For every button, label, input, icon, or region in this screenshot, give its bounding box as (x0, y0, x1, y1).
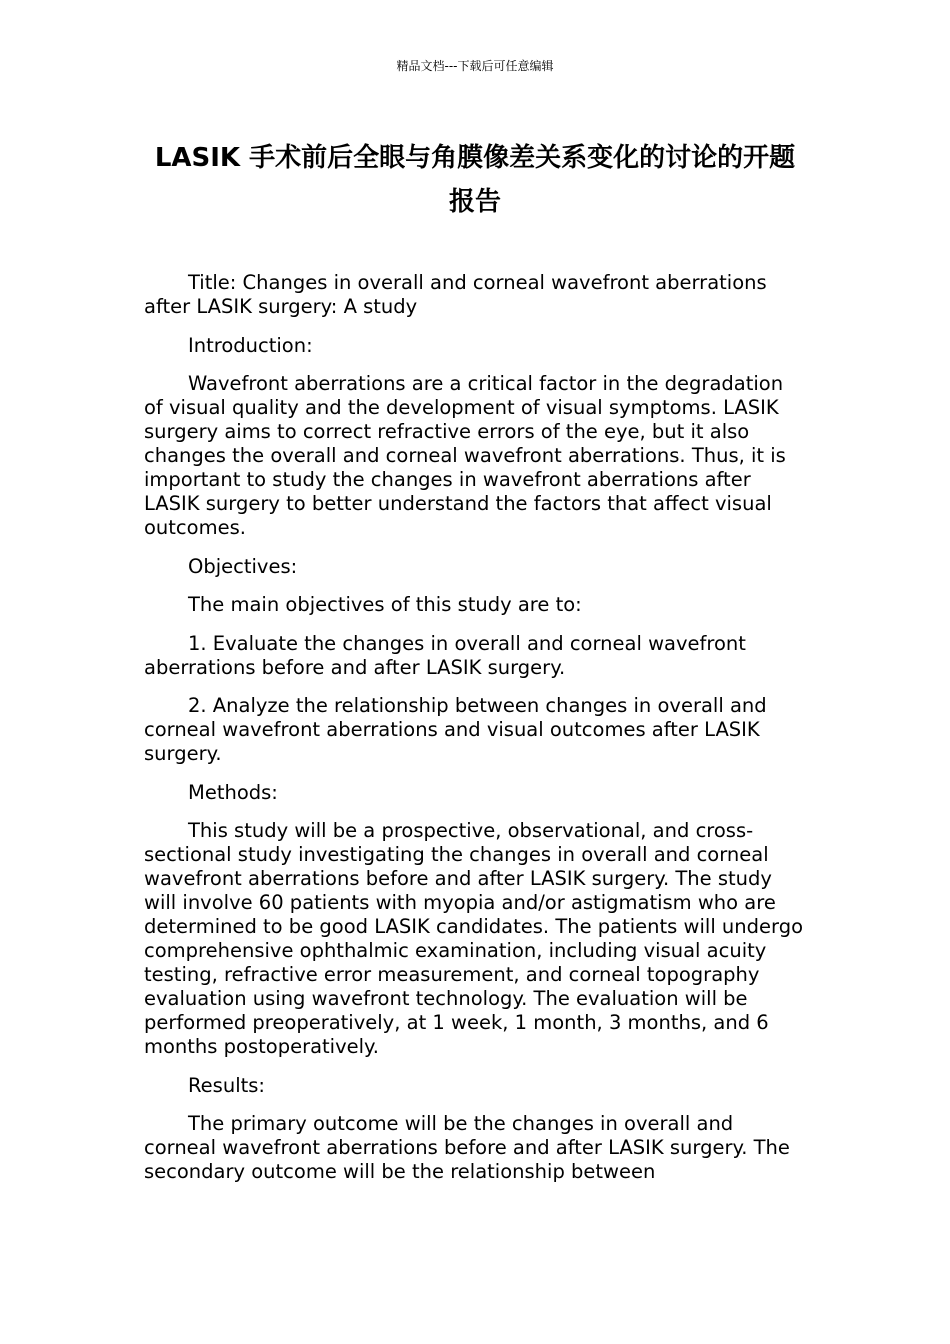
paragraph-introduction: Wavefront aberrations are a critical factor in the degradation of visual quality and the development of visual symptoms. LASIK surgery aims to correct refractive errors of the eye, but it also changes the overall and corneal wavefront aberrations. Thus, it is important to study the changes in wavefront aberrations after LASIK surgery to better understand the factors that affect visual outcomes. (144, 372, 786, 539)
paragraph-title-line: Title: Changes in overall and corneal wavefront aberrations after LASIK surgery: A study (144, 271, 767, 318)
paragraph-methods: This study will be a prospective, observational, and cross-sectional study investigating the changes in overall and corneal wavefront aberrations before and after LASIK surgery. The study will involve 60 patients with myopia and/or astigmatism who are determined to be good LASIK candidates. The patients will undergo comprehensive ophthalmic examination, including visual acuity testing, refractive error measurement, and corneal topography evaluation using wavefront technology. The evaluation will be performed preoperatively, at 1 week, 1 month, 3 months, and 6 months postoperatively. (144, 819, 804, 1058)
section-heading-objectives: Objectives: (188, 554, 298, 578)
header-note: 精品文档---下载后可任意编辑 (396, 59, 554, 73)
document-title: LASIK 手术前后全眼与角膜像差关系变化的讨论的开题报告 (154, 143, 796, 217)
objective-item-1: 1. Evaluate the changes in overall and corneal wavefront aberrations before and after LASIK surgery. (144, 631, 746, 679)
section-heading-results: Results: (188, 1073, 265, 1097)
paragraph-results: The primary outcome will be the changes in overall and corneal wavefront aberrations before and after LASIK surgery. The secondary outcome will be the relationship between (144, 1112, 790, 1183)
objective-item-2: 2. Analyze the relationship between changes in overall and corneal wavefront aberrations and visual outcomes after LASIK surgery. (144, 694, 767, 765)
document-body (144, 271, 806, 1199)
paragraph-objectives-intro: The main objectives of this study are to: (188, 593, 582, 616)
section-heading-methods: Methods: (188, 780, 278, 804)
section-heading-introduction: Introduction: (188, 333, 313, 357)
